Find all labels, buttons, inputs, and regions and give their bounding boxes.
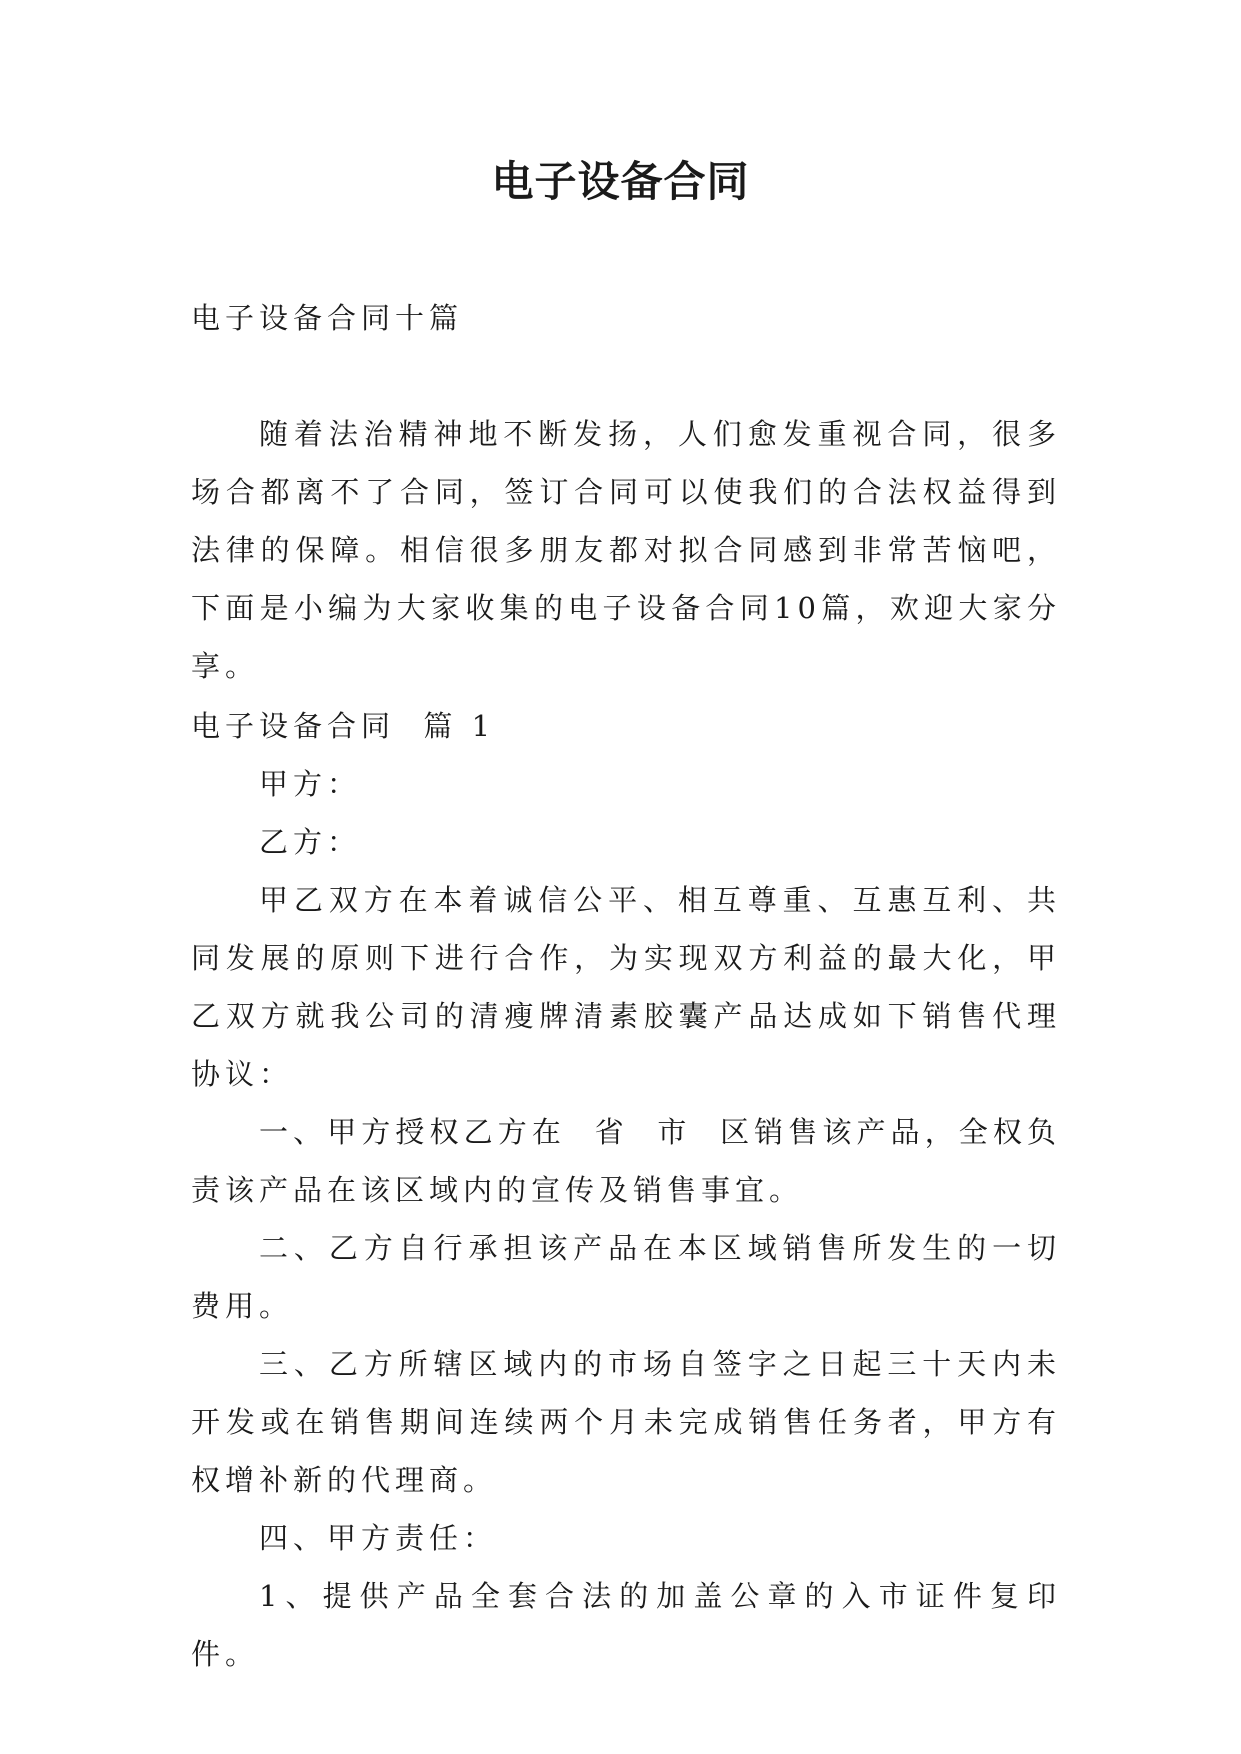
clause-4-item-1: 1、提供产品全套合法的加盖公章的入市证件复印件。 — [191, 1579, 1061, 1671]
section-heading: 电子设备合同 篇 1 — [191, 709, 496, 743]
intro-text: 随着法治精神地不断发扬，人们愈发重视合同，很多场合都离不了合同，签订合同可以使我们的合法权益得到法律的保障。相信很多朋友都对拟合同感到非常苦恼吧，下面是小编为大家收集的电子设备合同10篇，欢迎大家分享。 — [191, 417, 1061, 683]
clause-4-heading: 四、甲方责任： — [259, 1521, 498, 1555]
document-title: 电子设备合同 — [491, 157, 750, 206]
subtitle-text: 电子设备合同十篇 — [191, 301, 464, 335]
preamble-paragraph: 甲乙双方在本着诚信公平、相互尊重、互惠互利、共同发展的原则下进行合作，为实现双方利益的最大化，甲乙双方就我公司的清瘦牌清素胶囊产品达成如下销售代理协议： — [191, 883, 1061, 1091]
clause-2: 二、乙方自行承担该产品在本区域销售所发生的一切费用。 — [191, 1231, 1061, 1323]
party-b-line: 乙方： — [259, 825, 362, 859]
clause-1: 一、甲方授权乙方在 省 市 区销售该产品，全权负责该产品在该区域内的宣传及销售事宜。 — [191, 1115, 1061, 1207]
section-1 — [191, 697, 1061, 1683]
document-subtitle — [191, 289, 1061, 347]
clause-3: 三、乙方所辖区域内的市场自签字之日起三十天内未开发或在销售期间连续两个月未完成销售任务者，甲方有权增补新的代理商。 — [191, 1347, 1061, 1497]
party-a-line: 甲方： — [259, 767, 362, 801]
intro-paragraph — [191, 405, 1061, 695]
